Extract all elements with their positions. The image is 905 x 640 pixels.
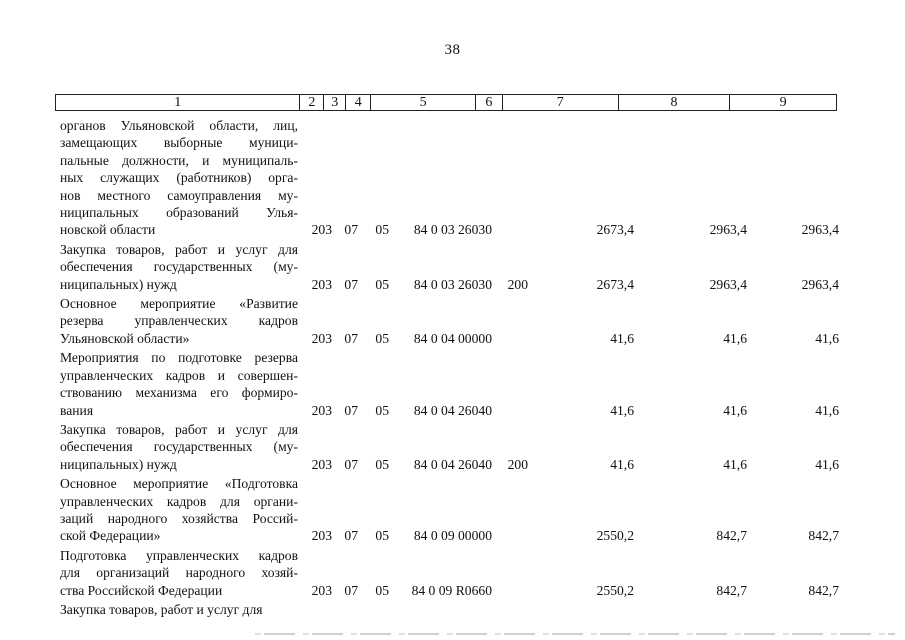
cell-amount-year3: 41,6	[815, 456, 839, 472]
description-line: органов Ульяновской области, лиц,	[60, 118, 298, 133]
description-line: нов местного самоуправления му-	[60, 187, 298, 203]
description-line: заций народного хозяйства Россий-	[60, 510, 298, 526]
table-row	[60, 421, 850, 473]
cell-amount-year1: 41,6	[610, 402, 634, 418]
cell-target-article: 84 0 09 00000	[413, 528, 492, 544]
cell-grbs: 203	[311, 456, 332, 472]
header-col-9: 9	[779, 95, 787, 110]
description-line: замещающих выборные муници-	[60, 135, 298, 151]
cell-subsection: 05	[375, 528, 389, 544]
cell-grbs: 203	[311, 528, 332, 544]
cell-section: 07	[344, 222, 358, 238]
description-line: управленческих кадров и совершен-	[60, 367, 298, 383]
cell-amount-year2: 41,6	[723, 402, 747, 418]
cell-section: 07	[344, 456, 358, 472]
description-line: Мероприятия по подготовке резерва	[60, 350, 298, 366]
cell-section: 07	[344, 402, 358, 418]
description-line: ниципальных образований Улья-	[60, 205, 298, 221]
description-line: ных служащих (работников) орга-	[60, 170, 298, 186]
cell-grbs: 203	[311, 222, 332, 238]
cell-subsection: 05	[375, 582, 389, 598]
table-row	[60, 547, 850, 599]
description-line: Ульяновской области»	[60, 330, 190, 346]
cell-amount-year1: 2550,2	[596, 528, 634, 544]
header-col-4: 4	[346, 95, 371, 110]
cell-amount-year1: 2673,4	[596, 276, 634, 292]
cell-subsection: 05	[375, 330, 389, 346]
cell-target-article: 84 0 03 26030	[413, 222, 492, 238]
header-col-6: 6	[476, 95, 503, 110]
description-line: ствованию механизма его формиро-	[60, 385, 298, 401]
scan-artifact-rule	[255, 633, 895, 635]
description-line: вания	[60, 402, 94, 418]
description-line: ниципальных) нужд	[60, 456, 177, 472]
table-row	[60, 117, 850, 239]
row-description	[60, 547, 298, 599]
table-body	[60, 117, 850, 618]
cell-subsection: 05	[375, 276, 389, 292]
cell-subsection: 05	[375, 402, 389, 418]
row-description	[60, 117, 298, 239]
row-description	[60, 601, 298, 618]
description-line: новской области	[60, 222, 156, 238]
cell-amount-year2: 41,6	[723, 456, 747, 472]
header-col-1: 1	[56, 95, 300, 110]
description-line: ства Российской Федерации	[60, 582, 223, 598]
cell-target-article: 84 0 04 26040	[413, 402, 492, 418]
cell-amount-year2: 842,7	[716, 528, 747, 544]
cell-amount-year3: 41,6	[815, 330, 839, 346]
cell-target-article: 84 0 03 26030	[413, 276, 492, 292]
cell-amount-year3: 842,7	[808, 528, 839, 544]
table-header-row	[55, 94, 837, 111]
header-col-3: 3	[324, 95, 346, 110]
cell-amount-year1: 41,6	[610, 330, 634, 346]
header-col-8: 8	[619, 95, 731, 110]
description-line: ниципальных) нужд	[60, 276, 177, 292]
table-row	[60, 475, 850, 545]
cell-grbs: 203	[311, 402, 332, 418]
cell-grbs: 203	[311, 330, 332, 346]
description-line: Закупка товаров, работ и услуг для	[60, 601, 263, 617]
cell-amount-year2: 842,7	[716, 582, 747, 598]
description-line: Основное мероприятие «Развитие	[60, 296, 298, 312]
header-col-5: 5	[371, 95, 476, 110]
row-description	[60, 421, 298, 473]
cell-target-article: 84 0 09 R0660	[411, 582, 492, 598]
row-description	[60, 295, 298, 347]
cell-amount-year2: 2963,4	[709, 276, 747, 292]
cell-section: 07	[344, 582, 358, 598]
row-description	[60, 241, 298, 293]
description-line: Закупка товаров, работ и услуг для	[60, 421, 298, 437]
cell-expense-type: 200	[507, 456, 528, 472]
cell-grbs: 203	[311, 582, 332, 598]
cell-subsection: 05	[375, 222, 389, 238]
row-description	[60, 349, 298, 419]
description-line: обеспечения государственных (му-	[60, 259, 298, 275]
description-line: для организаций народного хозяй-	[60, 565, 298, 581]
cell-amount-year1: 2550,2	[596, 582, 634, 598]
description-line: Основное мероприятие «Подготовка	[60, 476, 298, 492]
description-line: резерва управленческих кадров	[60, 313, 298, 329]
cell-section: 07	[344, 330, 358, 346]
page-number: 38	[444, 42, 461, 58]
cell-amount-year1: 2673,4	[596, 222, 634, 238]
cell-amount-year3: 842,7	[808, 582, 839, 598]
header-col-7: 7	[503, 95, 619, 110]
cell-section: 07	[344, 528, 358, 544]
cell-amount-year2: 2963,4	[709, 222, 747, 238]
cell-subsection: 05	[375, 456, 389, 472]
description-line: Закупка товаров, работ и услуг для	[60, 241, 298, 257]
cell-amount-year3: 2963,4	[801, 276, 839, 292]
cell-target-article: 84 0 04 00000	[413, 330, 492, 346]
cell-target-article: 84 0 04 26040	[413, 456, 492, 472]
cell-section: 07	[344, 276, 358, 292]
description-line: ской Федерации»	[60, 528, 161, 544]
cell-amount-year1: 41,6	[610, 456, 634, 472]
header-col-2: 2	[300, 95, 324, 110]
table-row	[60, 349, 850, 419]
cell-grbs: 203	[311, 276, 332, 292]
table-row	[60, 295, 850, 347]
description-line: обеспечения государственных (му-	[60, 439, 298, 455]
description-line: Подготовка управленческих кадров	[60, 547, 298, 563]
table-row	[60, 601, 850, 618]
description-line: пальные должности, и муниципаль-	[60, 152, 298, 168]
cell-amount-year3: 41,6	[815, 402, 839, 418]
cell-amount-year3: 2963,4	[801, 222, 839, 238]
description-line: управленческих кадров для органи-	[60, 493, 298, 509]
row-description	[60, 475, 298, 545]
cell-expense-type: 200	[507, 276, 528, 292]
cell-amount-year2: 41,6	[723, 330, 747, 346]
table-row	[60, 241, 850, 293]
